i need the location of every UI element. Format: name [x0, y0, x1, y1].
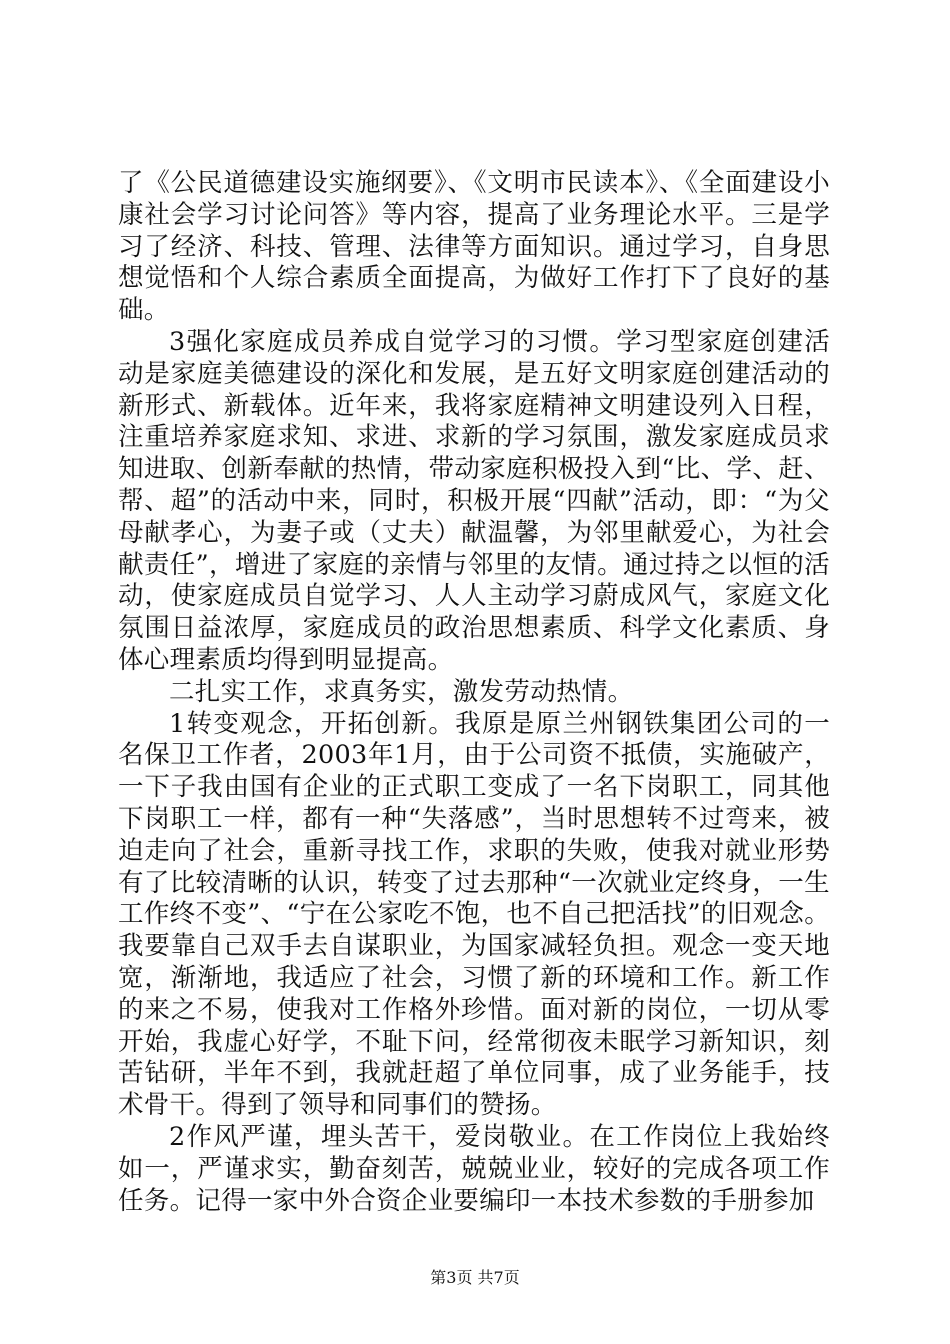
- body-text: [118, 168, 830, 1217]
- page-number-footer: 第3页 共7页: [430, 1268, 520, 1287]
- paragraph-continued-study-content: 了《公民道德建设实施纲要》、《文明市民读本》、《全面建设小康社会学习讨论问答》等内容，提高了业务理论水平。三是学习了经济、科技、管理、法律等方面知识。通过学习，自身思想觉悟和个人综合素质全面提高，为做好工作打下了良好的基础。: [118, 168, 830, 326]
- section-heading-solid-work: 二扎实工作，求真务实，激发劳动热情。: [169, 676, 634, 707]
- paragraph-change-concepts: 1转变观念，开拓创新。我原是原兰州钢铁集团公司的一名保卫工作者，2003年1月，由于公司资不抵债，实施破产，一下子我由国有企业的正式职工变成了一名下岗职工，同其他下岗职工一样，都有一种“失落感”，当时思想转不过弯来，被迫走向了社会，重新寻找工作，求职的失败，使我对就业形势有了比较清晰的认识，转变了过去那种“一次就业定终身，一生工作终不变”、“宁在公家吃不饱，也不自己把活找”的旧观念。我要靠自己双手去自谋职业，为国家减轻负担。观念一变天地宽，渐渐地，我适应了社会，习惯了新的环境和工作。新工作的来之不易，使我对工作格外珍惜。面对新的岗位，一切从零开始，我虚心好学，不耻下问，经常彻夜未眠学习新知识，刻苦钻研，半年不到，我就赶超了单位同事，成了业务能手，技术骨干。得到了领导和同事们的赞扬。: [118, 708, 830, 1121]
- paragraph-rigorous-work-style: 2作风严谨，埋头苦干，爱岗敬业。在工作岗位上我始终如一，严谨求实，勤奋刻苦，兢兢业业，较好的完成各项工作任务。记得一家中外合资企业要编印一本技术参数的手册参加: [118, 1121, 830, 1216]
- paragraph-family-learning-habit: 3强化家庭成员养成自觉学习的习惯。学习型家庭创建活动是家庭美德建设的深化和发展，是五好文明家庭创建活动的新形式、新载体。近年来，我将家庭精神文明建设列入日程，注重培养家庭求知、求进、求新的学习氛围，激发家庭成员求知进取、创新奉献的热情，带动家庭积极投入到“比、学、赶、帮、超”的活动中来，同时，积极开展“四献”活动，即：“为父母献孝心，为妻子或（丈夫）献温馨，为邻里献爱心，为社会献责任”，增进了家庭的亲情与邻里的友情。通过持之以恒的活动，使家庭成员自觉学习、人人主动学习蔚成风气，家庭文化氛围日益浓厚，家庭成员的政治思想素质、科学文化素质、身体心理素质均得到明显提高。: [118, 326, 830, 675]
